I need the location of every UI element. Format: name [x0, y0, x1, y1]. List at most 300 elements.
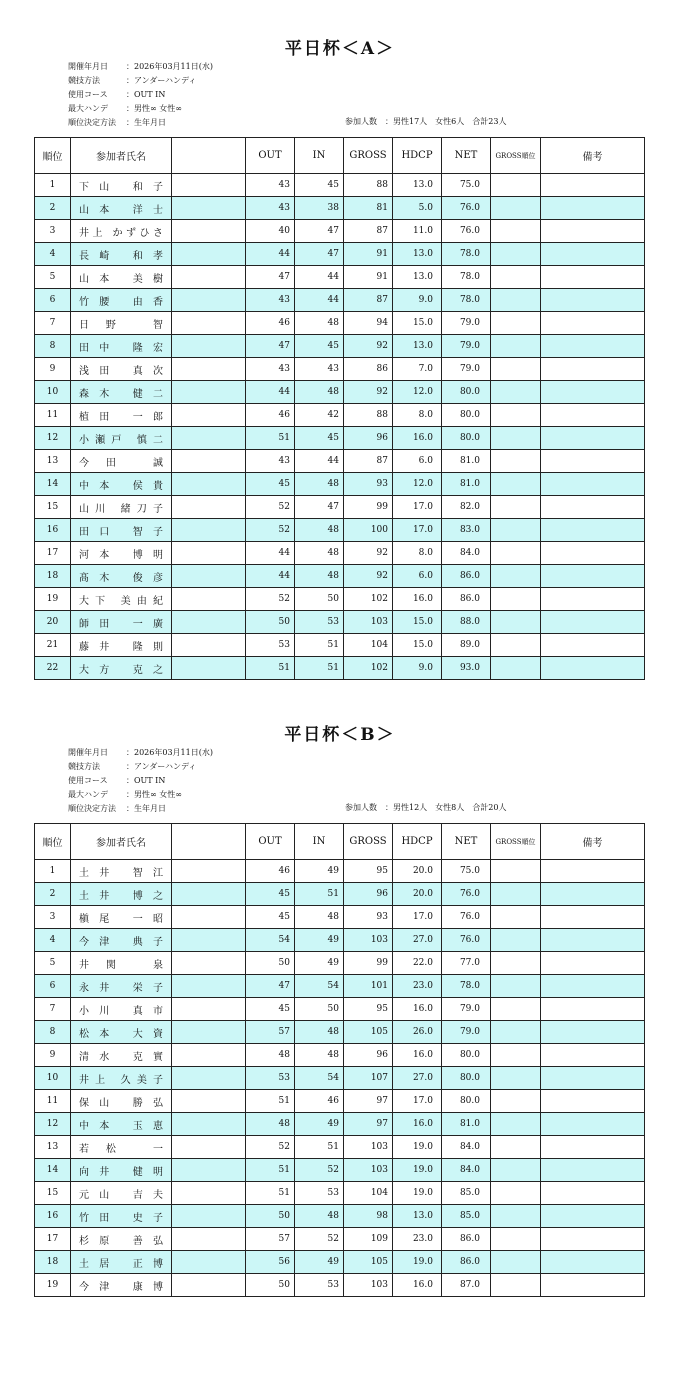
cell-in: 48 — [295, 1044, 344, 1067]
cell-in: 45 — [295, 335, 344, 358]
cell-gross: 105 — [344, 1251, 393, 1274]
cell-gross-rank — [491, 427, 541, 450]
cell-blank — [172, 975, 246, 998]
cell-blank — [172, 312, 246, 335]
column-header-out: OUT — [246, 824, 295, 860]
cell-hdcp: 26.0 — [393, 1021, 442, 1044]
cell-gross: 86 — [344, 358, 393, 381]
cell-out: 52 — [246, 588, 295, 611]
column-header-name: 参加者氏名 — [71, 824, 172, 860]
cell-remarks — [541, 1182, 645, 1205]
cell-hdcp: 20.0 — [393, 883, 442, 906]
cell-blank — [172, 381, 246, 404]
table-row — [35, 565, 645, 588]
cell-in: 51 — [295, 883, 344, 906]
cell-rank: 19 — [35, 588, 71, 611]
cell-remarks — [541, 860, 645, 883]
cell-hdcp: 20.0 — [393, 860, 442, 883]
cell-gross: 100 — [344, 519, 393, 542]
table-row — [35, 220, 645, 243]
cell-remarks — [541, 358, 645, 381]
cell-hdcp: 6.0 — [393, 565, 442, 588]
cell-hdcp: 12.0 — [393, 381, 442, 404]
cell-gross-rank — [491, 565, 541, 588]
column-header-net: NET — [442, 824, 491, 860]
cell-net: 79.0 — [442, 335, 491, 358]
cell-gross-rank — [491, 519, 541, 542]
cell-gross: 105 — [344, 1021, 393, 1044]
cell-out: 44 — [246, 565, 295, 588]
cell-gross-rank — [491, 1251, 541, 1274]
cell-rank: 3 — [35, 906, 71, 929]
cell-rank: 3 — [35, 220, 71, 243]
cell-in: 53 — [295, 1182, 344, 1205]
cell-name: 永井 栄子 — [71, 975, 172, 998]
cell-remarks — [541, 634, 645, 657]
cell-in: 54 — [295, 975, 344, 998]
cell-rank: 14 — [35, 473, 71, 496]
cell-blank — [172, 611, 246, 634]
cell-blank — [172, 657, 246, 680]
cell-name: 杉原 善弘 — [71, 1228, 172, 1251]
cell-out: 43 — [246, 197, 295, 220]
cell-remarks — [541, 565, 645, 588]
cell-out: 44 — [246, 381, 295, 404]
cell-blank — [172, 243, 246, 266]
cell-remarks — [541, 975, 645, 998]
cell-in: 46 — [295, 1090, 344, 1113]
cell-rank: 9 — [35, 358, 71, 381]
cell-gross: 97 — [344, 1090, 393, 1113]
cell-gross-rank — [491, 289, 541, 312]
table-row — [35, 289, 645, 312]
cell-rank: 5 — [35, 266, 71, 289]
table-row — [35, 611, 645, 634]
event-info-row — [68, 788, 213, 802]
cell-out: 47 — [246, 335, 295, 358]
cell-gross-rank — [491, 588, 541, 611]
table-row — [35, 1136, 645, 1159]
cell-rank: 15 — [35, 496, 71, 519]
cell-gross-rank — [491, 929, 541, 952]
cell-remarks — [541, 197, 645, 220]
cell-hdcp: 6.0 — [393, 450, 442, 473]
table-row — [35, 998, 645, 1021]
cell-remarks — [541, 1090, 645, 1113]
cell-in: 44 — [295, 289, 344, 312]
cell-in: 48 — [295, 473, 344, 496]
cell-gross: 97 — [344, 1113, 393, 1136]
cell-name: 山本 美樹 — [71, 266, 172, 289]
cell-hdcp: 13.0 — [393, 174, 442, 197]
cell-blank — [172, 906, 246, 929]
table-row — [35, 1228, 645, 1251]
cell-in: 48 — [295, 906, 344, 929]
cell-gross: 91 — [344, 266, 393, 289]
event-info-row — [68, 116, 213, 130]
cell-out: 52 — [246, 496, 295, 519]
cell-name: 田中 隆宏 — [71, 335, 172, 358]
cell-remarks — [541, 404, 645, 427]
cell-name: 井上 久美子 — [71, 1067, 172, 1090]
cell-blank — [172, 519, 246, 542]
column-header-in: IN — [295, 138, 344, 174]
cell-rank: 11 — [35, 404, 71, 427]
column-header-gross-rank: GROSS順位 — [491, 138, 541, 174]
cell-gross-rank — [491, 450, 541, 473]
cell-name: 若松 一 — [71, 1136, 172, 1159]
cell-net: 84.0 — [442, 1136, 491, 1159]
cell-out: 44 — [246, 243, 295, 266]
event-info-value: ：2026年03月11日(水) — [126, 748, 213, 757]
table-row — [35, 1274, 645, 1297]
cell-name: 長崎 和孝 — [71, 243, 172, 266]
cell-in: 42 — [295, 404, 344, 427]
column-header-remarks: 備考 — [541, 138, 645, 174]
cell-name: 松本 大資 — [71, 1021, 172, 1044]
cell-remarks — [541, 381, 645, 404]
cell-remarks — [541, 1205, 645, 1228]
cell-name: 山本 洋士 — [71, 197, 172, 220]
cell-remarks — [541, 542, 645, 565]
cell-gross-rank — [491, 1182, 541, 1205]
cell-rank: 19 — [35, 1274, 71, 1297]
cell-remarks — [541, 1251, 645, 1274]
cell-hdcp: 7.0 — [393, 358, 442, 381]
cell-gross: 99 — [344, 496, 393, 519]
column-header-in: IN — [295, 824, 344, 860]
cell-gross-rank — [491, 1274, 541, 1297]
cell-hdcp: 19.0 — [393, 1136, 442, 1159]
table-row — [35, 1067, 645, 1090]
cell-rank: 7 — [35, 312, 71, 335]
cell-gross: 87 — [344, 289, 393, 312]
results-table — [34, 137, 645, 680]
cell-rank: 9 — [35, 1044, 71, 1067]
cell-net: 93.0 — [442, 657, 491, 680]
cell-net: 80.0 — [442, 1067, 491, 1090]
cell-remarks — [541, 450, 645, 473]
cell-hdcp: 27.0 — [393, 929, 442, 952]
cell-gross: 92 — [344, 381, 393, 404]
cell-net: 81.0 — [442, 1113, 491, 1136]
cell-gross-rank — [491, 1136, 541, 1159]
cell-hdcp: 19.0 — [393, 1251, 442, 1274]
cell-rank: 13 — [35, 1136, 71, 1159]
cell-out: 50 — [246, 1205, 295, 1228]
cell-rank: 5 — [35, 952, 71, 975]
table-row — [35, 929, 645, 952]
table-row — [35, 860, 645, 883]
event-info-row — [68, 746, 213, 760]
cell-gross: 103 — [344, 611, 393, 634]
cell-net: 75.0 — [442, 860, 491, 883]
cell-in: 49 — [295, 1113, 344, 1136]
table-row — [35, 588, 645, 611]
table-row — [35, 1182, 645, 1205]
cell-name: 槇尾 一昭 — [71, 906, 172, 929]
cell-out: 43 — [246, 289, 295, 312]
cell-rank: 17 — [35, 1228, 71, 1251]
cell-name: 竹腰 由香 — [71, 289, 172, 312]
cell-in: 48 — [295, 1021, 344, 1044]
cell-remarks — [541, 519, 645, 542]
cell-gross: 92 — [344, 335, 393, 358]
cell-gross-rank — [491, 1159, 541, 1182]
column-header-rank: 順位 — [35, 824, 71, 860]
cell-out: 56 — [246, 1251, 295, 1274]
cell-remarks — [541, 174, 645, 197]
cell-gross: 92 — [344, 565, 393, 588]
cell-net: 76.0 — [442, 197, 491, 220]
column-header-remarks: 備考 — [541, 824, 645, 860]
cell-name: 井上 かずひさ — [71, 220, 172, 243]
event-info-value: ：OUT IN — [126, 90, 166, 99]
cell-in: 49 — [295, 1251, 344, 1274]
cell-rank: 20 — [35, 611, 71, 634]
event-info-label: 競技方法 — [68, 762, 100, 771]
cell-gross-rank — [491, 174, 541, 197]
event-info-label: 使用コース — [68, 776, 108, 785]
table-row — [35, 496, 645, 519]
cell-name: 田口 智子 — [71, 519, 172, 542]
event-info-value: ：アンダーハンディ — [126, 762, 197, 771]
cell-hdcp: 23.0 — [393, 1228, 442, 1251]
cell-remarks — [541, 1021, 645, 1044]
cell-net: 86.0 — [442, 588, 491, 611]
cell-rank: 2 — [35, 883, 71, 906]
cell-in: 49 — [295, 929, 344, 952]
cell-net: 78.0 — [442, 975, 491, 998]
cell-out: 46 — [246, 312, 295, 335]
cell-name: 土井 博之 — [71, 883, 172, 906]
cell-hdcp: 16.0 — [393, 1113, 442, 1136]
cell-blank — [172, 1113, 246, 1136]
table-row — [35, 358, 645, 381]
cell-gross: 96 — [344, 883, 393, 906]
cell-net: 76.0 — [442, 906, 491, 929]
cell-rank: 13 — [35, 450, 71, 473]
cell-name: 森木 健二 — [71, 381, 172, 404]
cell-gross-rank — [491, 496, 541, 519]
cell-blank — [172, 496, 246, 519]
cell-gross: 103 — [344, 1159, 393, 1182]
cell-name: 土居 正博 — [71, 1251, 172, 1274]
cell-rank: 1 — [35, 174, 71, 197]
cell-hdcp: 23.0 — [393, 975, 442, 998]
cell-in: 45 — [295, 427, 344, 450]
event-info-value: ：アンダーハンディ — [126, 76, 197, 85]
cell-gross-rank — [491, 975, 541, 998]
cell-out: 57 — [246, 1228, 295, 1251]
page-title: 平日杯＜A＞ — [284, 39, 396, 59]
table-row — [35, 381, 645, 404]
cell-remarks — [541, 312, 645, 335]
table-row — [35, 519, 645, 542]
cell-blank — [172, 450, 246, 473]
cell-name: 土井 智江 — [71, 860, 172, 883]
event-info-value: ：2026年03月11日(水) — [126, 62, 213, 71]
cell-gross-rank — [491, 1067, 541, 1090]
cell-net: 78.0 — [442, 266, 491, 289]
cell-out: 46 — [246, 404, 295, 427]
cell-out: 48 — [246, 1044, 295, 1067]
table-row — [35, 975, 645, 998]
cell-gross: 103 — [344, 1274, 393, 1297]
cell-gross-rank — [491, 1228, 541, 1251]
cell-blank — [172, 358, 246, 381]
cell-out: 43 — [246, 358, 295, 381]
cell-remarks — [541, 588, 645, 611]
cell-gross-rank — [491, 1205, 541, 1228]
table-row — [35, 542, 645, 565]
cell-rank: 10 — [35, 1067, 71, 1090]
cell-gross-rank — [491, 473, 541, 496]
cell-gross-rank — [491, 906, 541, 929]
cell-gross: 101 — [344, 975, 393, 998]
cell-rank: 18 — [35, 565, 71, 588]
cell-name: 山川 緒刀子 — [71, 496, 172, 519]
cell-in: 48 — [295, 381, 344, 404]
cell-gross-rank — [491, 404, 541, 427]
cell-net: 80.0 — [442, 404, 491, 427]
event-info-value: ：OUT IN — [126, 776, 166, 785]
cell-net: 82.0 — [442, 496, 491, 519]
cell-name: 向井 健明 — [71, 1159, 172, 1182]
cell-remarks — [541, 1159, 645, 1182]
cell-blank — [172, 266, 246, 289]
table-row — [35, 1090, 645, 1113]
cell-out: 51 — [246, 657, 295, 680]
table-row — [35, 404, 645, 427]
cell-name: 元山 吉夫 — [71, 1182, 172, 1205]
cell-hdcp: 15.0 — [393, 611, 442, 634]
cell-remarks — [541, 906, 645, 929]
cell-remarks — [541, 1067, 645, 1090]
cell-rank: 12 — [35, 427, 71, 450]
cell-blank — [172, 404, 246, 427]
event-info-label: 最大ハンデ — [68, 104, 108, 113]
cell-blank — [172, 289, 246, 312]
cell-net: 86.0 — [442, 1228, 491, 1251]
column-header-blank — [172, 824, 246, 860]
cell-hdcp: 9.0 — [393, 657, 442, 680]
cell-hdcp: 27.0 — [393, 1067, 442, 1090]
cell-rank: 4 — [35, 243, 71, 266]
event-info — [68, 746, 213, 816]
cell-hdcp: 13.0 — [393, 266, 442, 289]
page-title: 平日杯＜B＞ — [284, 725, 396, 745]
cell-out: 45 — [246, 473, 295, 496]
cell-hdcp: 13.0 — [393, 243, 442, 266]
cell-in: 48 — [295, 312, 344, 335]
cell-gross: 94 — [344, 312, 393, 335]
cell-out: 51 — [246, 1090, 295, 1113]
cell-hdcp: 19.0 — [393, 1159, 442, 1182]
cell-gross: 95 — [344, 998, 393, 1021]
cell-out: 53 — [246, 1067, 295, 1090]
cell-gross-rank — [491, 634, 541, 657]
event-info — [68, 60, 213, 130]
cell-gross: 92 — [344, 542, 393, 565]
column-header-gross: GROSS — [344, 824, 393, 860]
cell-blank — [172, 565, 246, 588]
cell-in: 54 — [295, 1067, 344, 1090]
event-info-label: 順位決定方法 — [68, 118, 116, 127]
cell-gross: 103 — [344, 929, 393, 952]
cell-remarks — [541, 1228, 645, 1251]
cell-net: 78.0 — [442, 289, 491, 312]
table-row — [35, 450, 645, 473]
cell-gross-rank — [491, 335, 541, 358]
cell-gross: 102 — [344, 588, 393, 611]
cell-gross: 96 — [344, 1044, 393, 1067]
cell-remarks — [541, 883, 645, 906]
cell-out: 51 — [246, 1159, 295, 1182]
cell-remarks — [541, 1044, 645, 1067]
cell-out: 51 — [246, 427, 295, 450]
cell-net: 86.0 — [442, 565, 491, 588]
table-row — [35, 473, 645, 496]
cell-name: 今田 誠 — [71, 450, 172, 473]
cell-in: 47 — [295, 243, 344, 266]
table-row — [35, 266, 645, 289]
event-info-value: ：生年月日 — [126, 118, 166, 127]
table-row — [35, 243, 645, 266]
cell-gross: 95 — [344, 860, 393, 883]
cell-rank: 6 — [35, 289, 71, 312]
cell-blank — [172, 1205, 246, 1228]
cell-out: 54 — [246, 929, 295, 952]
event-info-label: 順位決定方法 — [68, 804, 116, 813]
cell-blank — [172, 634, 246, 657]
cell-in: 52 — [295, 1159, 344, 1182]
cell-blank — [172, 473, 246, 496]
cell-name: 藤井 隆則 — [71, 634, 172, 657]
cell-remarks — [541, 473, 645, 496]
cell-hdcp: 13.0 — [393, 335, 442, 358]
cell-net: 80.0 — [442, 381, 491, 404]
cell-net: 78.0 — [442, 243, 491, 266]
cell-in: 53 — [295, 611, 344, 634]
cell-hdcp: 16.0 — [393, 1274, 442, 1297]
cell-blank — [172, 427, 246, 450]
cell-gross: 87 — [344, 220, 393, 243]
column-header-rank: 順位 — [35, 138, 71, 174]
cell-blank — [172, 929, 246, 952]
cell-gross-rank — [491, 381, 541, 404]
cell-in: 48 — [295, 519, 344, 542]
cell-gross-rank — [491, 312, 541, 335]
table-row — [35, 634, 645, 657]
event-info-row — [68, 74, 213, 88]
cell-net: 75.0 — [442, 174, 491, 197]
table-row — [35, 657, 645, 680]
cell-in: 45 — [295, 174, 344, 197]
cell-blank — [172, 1159, 246, 1182]
cell-rank: 8 — [35, 1021, 71, 1044]
cell-name: 河本 博明 — [71, 542, 172, 565]
cell-out: 57 — [246, 1021, 295, 1044]
cell-remarks — [541, 220, 645, 243]
cell-gross: 103 — [344, 1136, 393, 1159]
cell-hdcp: 17.0 — [393, 906, 442, 929]
table-row — [35, 1044, 645, 1067]
cell-name: 今津 康博 — [71, 1274, 172, 1297]
cell-hdcp: 12.0 — [393, 473, 442, 496]
cell-out: 44 — [246, 542, 295, 565]
cell-gross: 81 — [344, 197, 393, 220]
